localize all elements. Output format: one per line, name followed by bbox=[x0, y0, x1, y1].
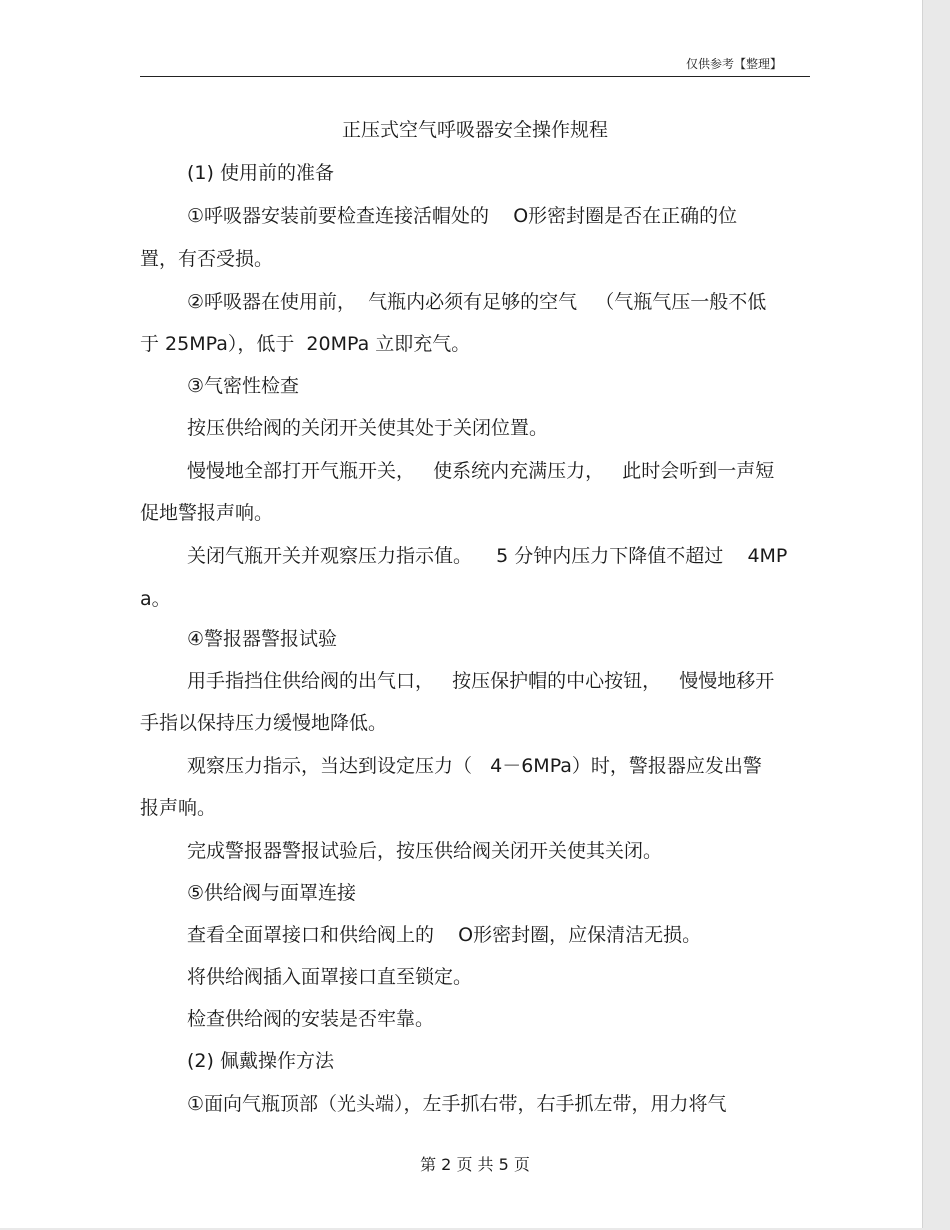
page-footer: 第 2 页 共 5 页 bbox=[420, 1155, 530, 1174]
body-line: 报声响。 bbox=[140, 797, 217, 819]
header-note: 仅供参考【整理】 bbox=[685, 57, 782, 71]
body-line: 查看全面罩接口和供给阀上的 O形密封圈，应保清洁无损。 bbox=[187, 924, 702, 946]
body-line: ⑤供给阀与面罩连接 bbox=[187, 882, 357, 904]
body-line: ②呼吸器在使用前， 气瓶内必须有足够的空气 （气瓶气压一般不低 bbox=[187, 291, 767, 313]
body-line: 按压供给阀的关闭开关使其处于关闭位置。 bbox=[187, 417, 549, 439]
body-line: 检查供给阀的安装是否牢靠。 bbox=[187, 1008, 435, 1030]
body-line: ①面向气瓶顶部（光头端），左手抓右带，右手抓左带，用力将气 bbox=[187, 1093, 727, 1115]
body-line: ④警报器警报试验 bbox=[187, 628, 338, 650]
body-line: (1) 使用前的准备 bbox=[187, 162, 334, 184]
body-line: 慢慢地全部打开气瓶开关， 使系统内充满压力， 此时会听到一声短 bbox=[187, 460, 775, 482]
body-line: 观察压力指示，当达到设定压力（ 4－6MPa）时，警报器应发出警 bbox=[187, 755, 762, 777]
header-rule bbox=[140, 76, 810, 77]
body-line: a。 bbox=[140, 588, 171, 610]
body-line: 完成警报器警报试验后，按压供给阀关闭开关使其关闭。 bbox=[187, 840, 663, 862]
body-line: ①呼吸器安装前要检查连接活帽处的 O形密封圈是否在正确的位 bbox=[187, 205, 738, 227]
body-line: 置，有否受损。 bbox=[140, 248, 274, 270]
body-line: 关闭气瓶开关并观察压力指示值。 5 分钟内压力下降值不超过 4MP bbox=[187, 545, 788, 567]
body-line: (2) 佩戴操作方法 bbox=[187, 1050, 334, 1072]
body-line: 用手指挡住供给阀的出气口， 按压保护帽的中心按钮， 慢慢地移开 bbox=[187, 670, 775, 692]
body-line: 将供给阀插入面罩接口直至锁定。 bbox=[187, 966, 473, 988]
document-title: 正压式空气呼吸器安全操作规程 bbox=[341, 119, 608, 141]
body-line: 手指以保持压力缓慢地降低。 bbox=[140, 712, 388, 734]
body-line: 促地警报声响。 bbox=[140, 502, 274, 524]
body-line: 于 25MPa），低于 20MPa 立即充气。 bbox=[140, 333, 471, 355]
body-line: ③气密性检查 bbox=[187, 375, 300, 397]
